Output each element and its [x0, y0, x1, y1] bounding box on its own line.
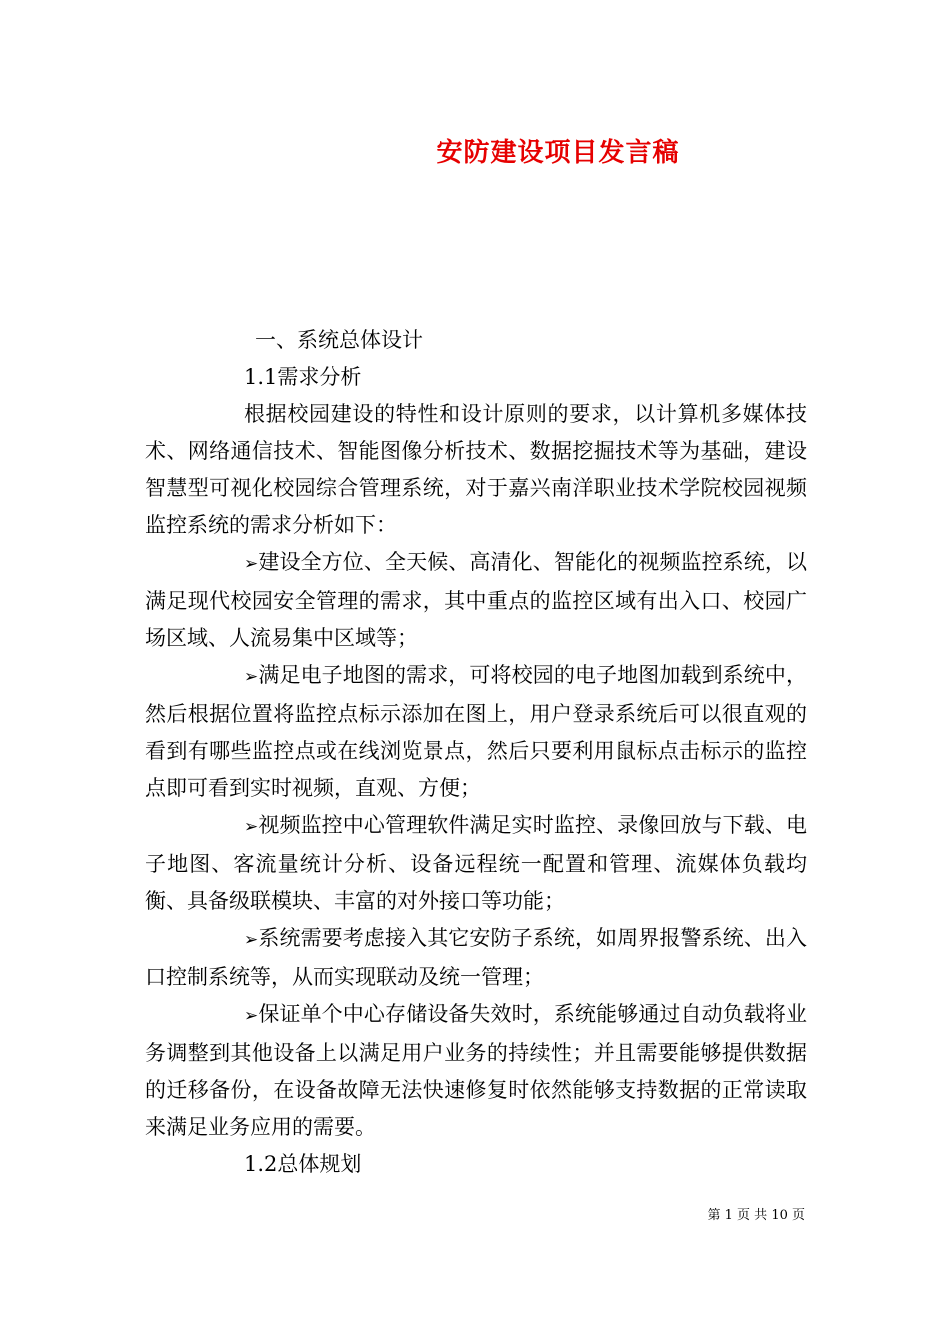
document-title: 安防建设项目发言稿	[436, 138, 680, 168]
document-body	[145, 322, 807, 1183]
bullet-paragraph	[145, 657, 807, 807]
bullet-paragraph	[145, 996, 807, 1146]
bullet-paragraph	[145, 807, 807, 920]
bullet-paragraph	[145, 544, 807, 657]
section-heading: 一、系统总体设计	[255, 328, 423, 352]
bullet-text: 建设全方位、全天候、高清化、智能化的视频监控系统，以满足现代校园安全管理的需求，其中重点的监控区域有出入口、校园广场区域、人流易集中区域等；	[145, 550, 807, 650]
bullet-paragraph	[145, 920, 807, 996]
bullet-text: 保证单个中心存储设备失效时，系统能够通过自动负载将业务调整到其他设备上以满足用户业务的持续性；并且需要能够提供数据的迁移备份，在设备故障无法快速修复时依然能够支持数据的正常读取来满足业务应用的需要。	[145, 1002, 807, 1139]
page-number: 第 1 页 共 10 页	[707, 1208, 805, 1223]
bullet-text: 视频监控中心管理软件满足实时监控、录像回放与下载、电子地图、客流量统计分析、设备远程统一配置和管理、流媒体负载均衡、具备级联模块、丰富的对外接口等功能；	[145, 813, 807, 913]
subsection-heading: 1.2总体规划	[244, 1152, 362, 1176]
subsection-heading: 1.1需求分析	[244, 365, 362, 389]
bullet-text: 系统需要考虑接入其它安防子系统，如周界报警系统、出入口控制系统等，从而实现联动及统一管理；	[145, 926, 807, 989]
bullet-text: 满足电子地图的需求，可将校园的电子地图加载到系统中，然后根据位置将监控点标示添加在图上，用户登录系统后可以很直观的看到有哪些监控点或在线浏览景点，然后只要利用鼠标点击标示的监控点即可看到实时视频，直观、方便；	[145, 663, 807, 800]
intro-paragraph: 根据校园建设的特性和设计原则的要求，以计算机多媒体技术、网络通信技术、智能图像分析技术、数据挖掘技术等为基础，建设智慧型可视化校园综合管理系统，对于嘉兴南洋职业技术学院校园视频监控系统的需求分析如下：	[145, 402, 807, 537]
